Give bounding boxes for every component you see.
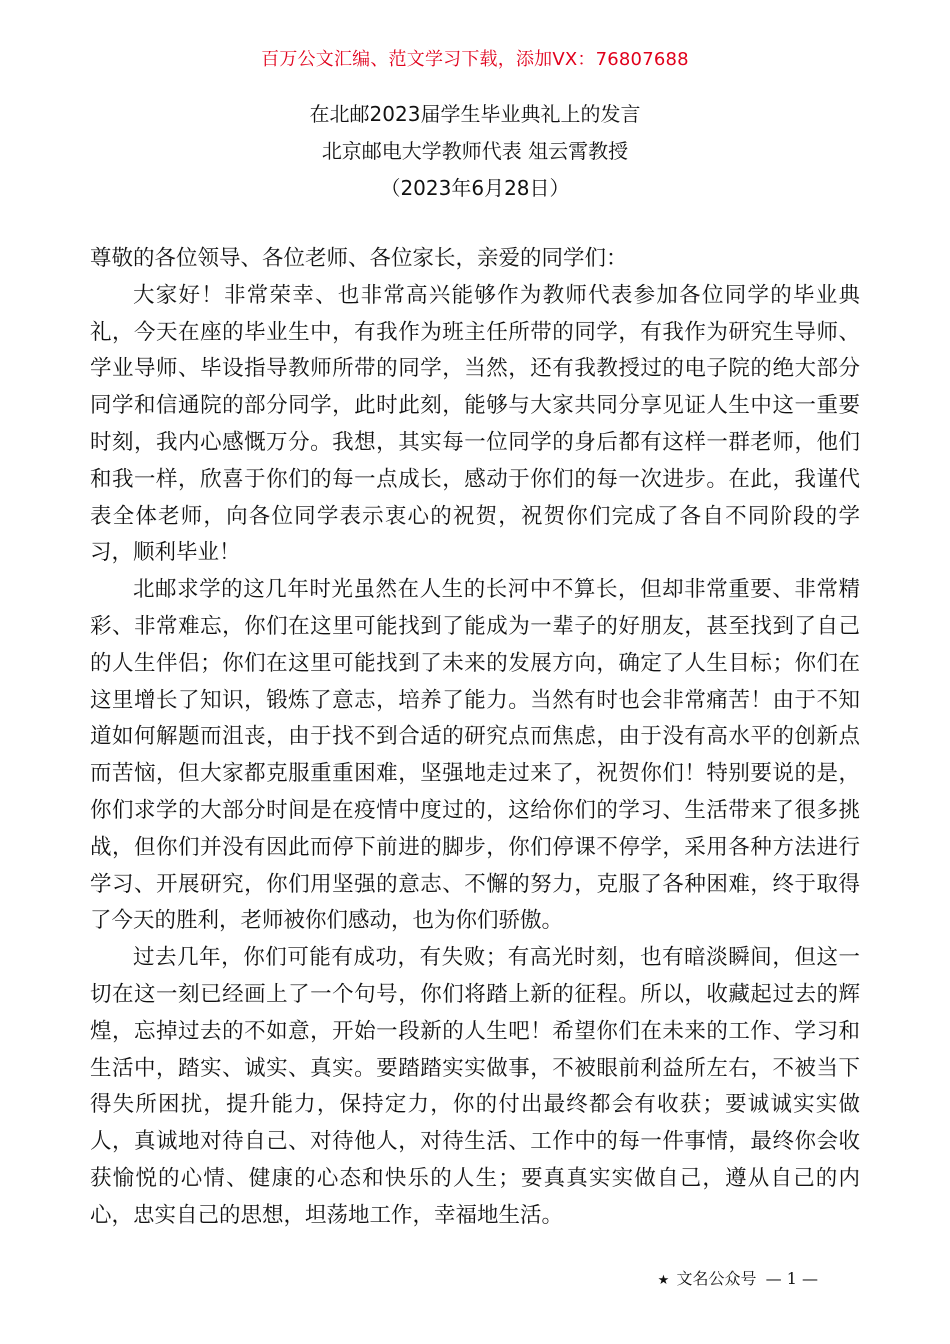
speaker-line: 北京邮电大学教师代表 俎云霄教授 — [321, 139, 629, 163]
speech-body — [90, 241, 860, 1235]
salutation: 尊敬的各位领导、各位老师、各位家长，亲爱的同学们： — [90, 246, 628, 271]
top-banner: 百万公文汇编、范文学习下载，添加VX：76807688 — [261, 49, 689, 70]
page-footer — [655, 1268, 818, 1292]
paragraph: 大家好！非常荣幸、也非常高兴能够作为教师代表参加各位同学的毕业典礼，今天在座的毕业生中，有我作为班主任所带的同学，有我作为研究生导师、学业导师、毕设指导教师所带的同学，当然，还有我教授过的电子院的绝大部分同学和信通院的部分同学，此时此刻，能够与大家共同分享见证人生中这一重要时刻，我内心感慨万分。我想，其实每一位同学的身后都有这样一群老师，他们和我一样，欣喜于你们的每一点成长，感动于你们的每一次进步。在此，我谨代表全体老师，向各位同学表示衷心的祝贺，祝贺你们完成了各自不同阶段的学习，顺利毕业！ — [90, 282, 860, 566]
paragraph: 过去几年，你们可能有成功，有失败；有高光时刻，也有暗淡瞬间，但这一切在这一刻已经画上了一个句号，你们将踏上新的征程。所以，收藏起过去的辉煌，忘掉过去的不如意，开始一段新的人生吧！希望你们在未来的工作、学习和生活中，踏实、诚实、真实。要踏踏实实做事，不被眼前利益所左右，不被当下得失所困扰，提升能力，保持定力，你的付出最终都会有收获；要诚诚实实做人，真诚地对待自己、对待他人，对待生活、工作中的每一件事情，最终你会收获愉悦的心情、健康的心态和快乐的人生；要真真实实做自己，遵从自己的内心，忠实自己的思想，坦荡地工作，幸福地生活。 — [90, 945, 860, 1228]
footer-label: 文名公众号 — [676, 1269, 757, 1288]
date-line: （2023年6月28日） — [380, 176, 570, 200]
page-number: — 1 — — [765, 1269, 818, 1288]
speech-title: 在北邮2023届学生毕业典礼上的发言 — [309, 102, 641, 126]
paragraph: 北邮求学的这几年时光虽然在人生的长河中不算长，但却非常重要、非常精彩、非常难忘，你们在这里可能找到了能成为一辈子的好朋友，甚至找到了自己的人生伴侣；你们在这里可能找到了未来的发展方向，确定了人生目标；你们在这里增长了知识，锻炼了意志，培养了能力。当然有时也会非常痛苦！由于不知道如何解题而沮丧，由于找不到合适的研究点而焦虑，由于没有高水平的创新点而苦恼，但大家都克服重重困难，坚强地走过来了，祝贺你们！特别要说的是，你们求学的大部分时间是在疫情中度过的，这给你们的学习、生活带来了很多挑战，但你们并没有因此而停下前进的脚步，你们停课不停学，采用各种方法进行学习、开展研究，你们用坚强的意志、不懈的努力，克服了各种困难，终于取得了今天的胜利，老师被你们感动，也为你们骄傲。 — [90, 577, 860, 934]
title-block — [0, 96, 950, 207]
star-icon: ★ — [657, 1273, 670, 1288]
